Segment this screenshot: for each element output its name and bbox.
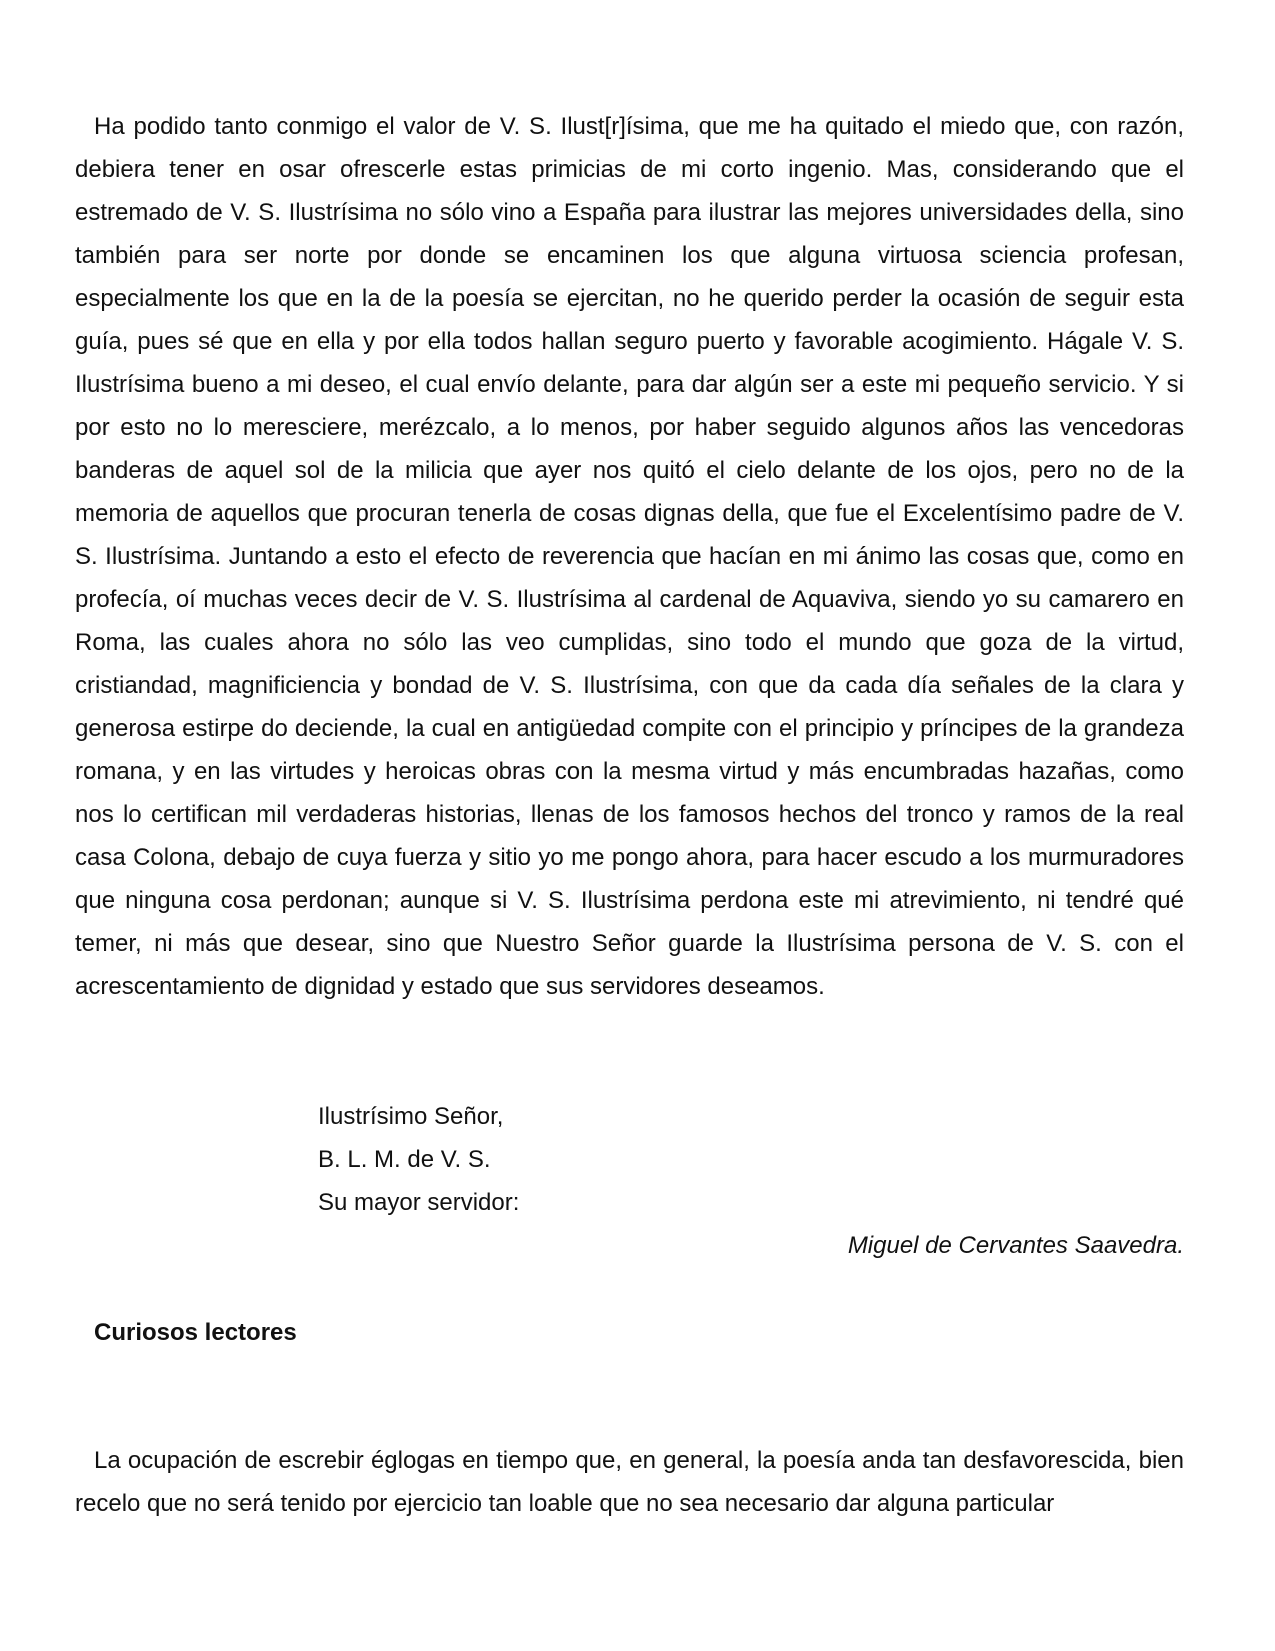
closing-servant: Su mayor servidor:	[318, 1189, 520, 1216]
dedication-paragraph: Ha podido tanto conmigo el valor de V. S. Ilust[r]ísima, que me ha quitado el miedo que, con razón, debiera tener en osar ofrescerle estas primicias de mi corto ingenio. Mas, considerando que el estremado de V. S. Ilustrísima no sólo vino a España para ilustrar las mejores universidades della, sino también para ser norte por donde se encaminen los que alguna virtuosa sciencia profesan, especialmente los que en la de la poesía se ejercitan, no he querido perder la ocasión de seguir esta guía, pues sé que en ella y por ella todos hallan seguro puerto y favorable acogimiento. Hágale V. S. Ilustrísima bueno a mi deseo, el cual envío delante, para dar algún ser a este mi pequeño servicio. Y si por esto no lo meresciere, merézcalo, a lo menos, por haber seguido algunos años las vencedoras banderas de aquel sol de la milicia que ayer nos quitó el cielo delante de los ojos, pero no de la memoria de aquellos que procuran tenerla de cosas dignas della, que fue el Excelentísimo padre de V. S. Ilustrísima. Juntando a esto el efecto de reverencia que hacían en mi ánimo las cosas que, como en profecía, oí muchas veces decir de V. S. Ilustrísima al cardenal de Aquaviva, siendo yo su camarero en Roma, las cuales ahora no sólo las veo cumplidas, sino todo el mundo que goza de la virtud, cristiandad, magnificiencia y bondad de V. S. Ilustrísima, con que da cada día señales de la clara y generosa estirpe do deciende, la cual en antigüedad compite con el principio y príncipes de la grandeza romana, y en las virtudes y heroicas obras con la mesma virtud y más encumbradas hazañas, como nos lo certifican mil verdaderas historias, llenas de los famosos hechos del tronco y ramos de la real casa Colona, debajo de cuya fuerza y sitio yo me pongo ahora, para hacer escudo a los murmuradores que ninguna cosa perdonan; aunque si V. S. Ilustrísima perdona este mi atrevimiento, ni tendré qué temer, ni más que desear, sino que Nuestro Señor guarde la Ilustrísima persona de V. S. con el acrescentamiento de dignidad y estado que sus servidores deseamos.	[75, 113, 1184, 1000]
closing-salutation: Ilustrísimo Señor,	[318, 1103, 504, 1130]
closing-blm: B. L. M. de V. S.	[318, 1146, 491, 1173]
section-heading: Curiosos lectores	[94, 1319, 297, 1346]
author-signature: Miguel de Cervantes Saavedra.	[847, 1232, 1184, 1259]
intro-paragraph: La ocupación de escrebir églogas en tiempo que, en general, la poesía anda tan desfavorescida, bien recelo que no será tenido por ejercicio tan loable que no sea necesario dar alguna particular	[75, 1447, 1184, 1517]
